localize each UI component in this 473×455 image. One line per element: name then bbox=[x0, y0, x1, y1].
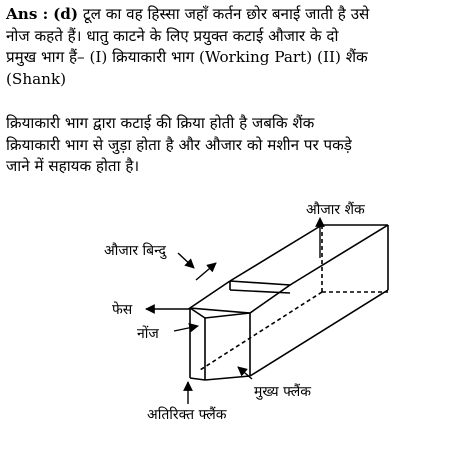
answer-p2-line-3: जाने में सहायक होता है। bbox=[6, 157, 140, 175]
answer-p2-line-1: क्रियाकारी भाग द्वारा कटाई की क्रिया होती है जबकि शैंक bbox=[6, 114, 315, 132]
tool-top-right-edge bbox=[290, 225, 388, 285]
tool-bottom-front bbox=[205, 376, 250, 380]
arrow-tool-point-1 bbox=[196, 263, 216, 280]
tool-nose-top-right bbox=[205, 313, 250, 318]
tool-bottom-right-edge bbox=[250, 290, 388, 376]
tool-bottom-left bbox=[190, 378, 205, 380]
tool-rake-face bbox=[190, 281, 290, 313]
arrow-nose bbox=[174, 326, 198, 331]
answer-text-line-1: टूल का वह हिस्सा जहाँ कर्तन छोर बनाई जाती है उसे bbox=[82, 5, 370, 23]
answer-text-line-4: (Shank) bbox=[6, 69, 67, 88]
answer-option: (d) bbox=[53, 5, 79, 23]
tool-hidden-base-edge bbox=[200, 292, 322, 370]
arrow-tool-point-2 bbox=[178, 253, 194, 268]
tool-body bbox=[190, 225, 388, 380]
label-nose: नोंज bbox=[137, 326, 159, 342]
answer-prefix: Ans : bbox=[6, 5, 49, 23]
label-face: फेस bbox=[112, 302, 133, 318]
answer-text-line-2: नोज कहते हैं। धातु काटने के लिए प्रयुक्त कटाई औजार के दो bbox=[6, 26, 339, 45]
label-auxiliary-flank: अतिरिक्त फ्लैंक bbox=[147, 407, 227, 423]
label-main-flank: मुख्य फ्लैंक bbox=[254, 384, 312, 400]
tool-top-left-edge bbox=[230, 225, 322, 281]
answer-p2-line-2: क्रियाकारी भाग से जुड़ा होता है और औजार को मशीन पर पकड़े bbox=[6, 135, 352, 154]
label-tool-point: औजार बिन्दु bbox=[104, 243, 166, 259]
answer-text-line-3: प्रमुख भाग हैं– (I) क्रियाकारी भाग (Working Part) (II) शैंक bbox=[6, 48, 368, 66]
label-tool-shank: औजार शैंक bbox=[306, 202, 365, 218]
